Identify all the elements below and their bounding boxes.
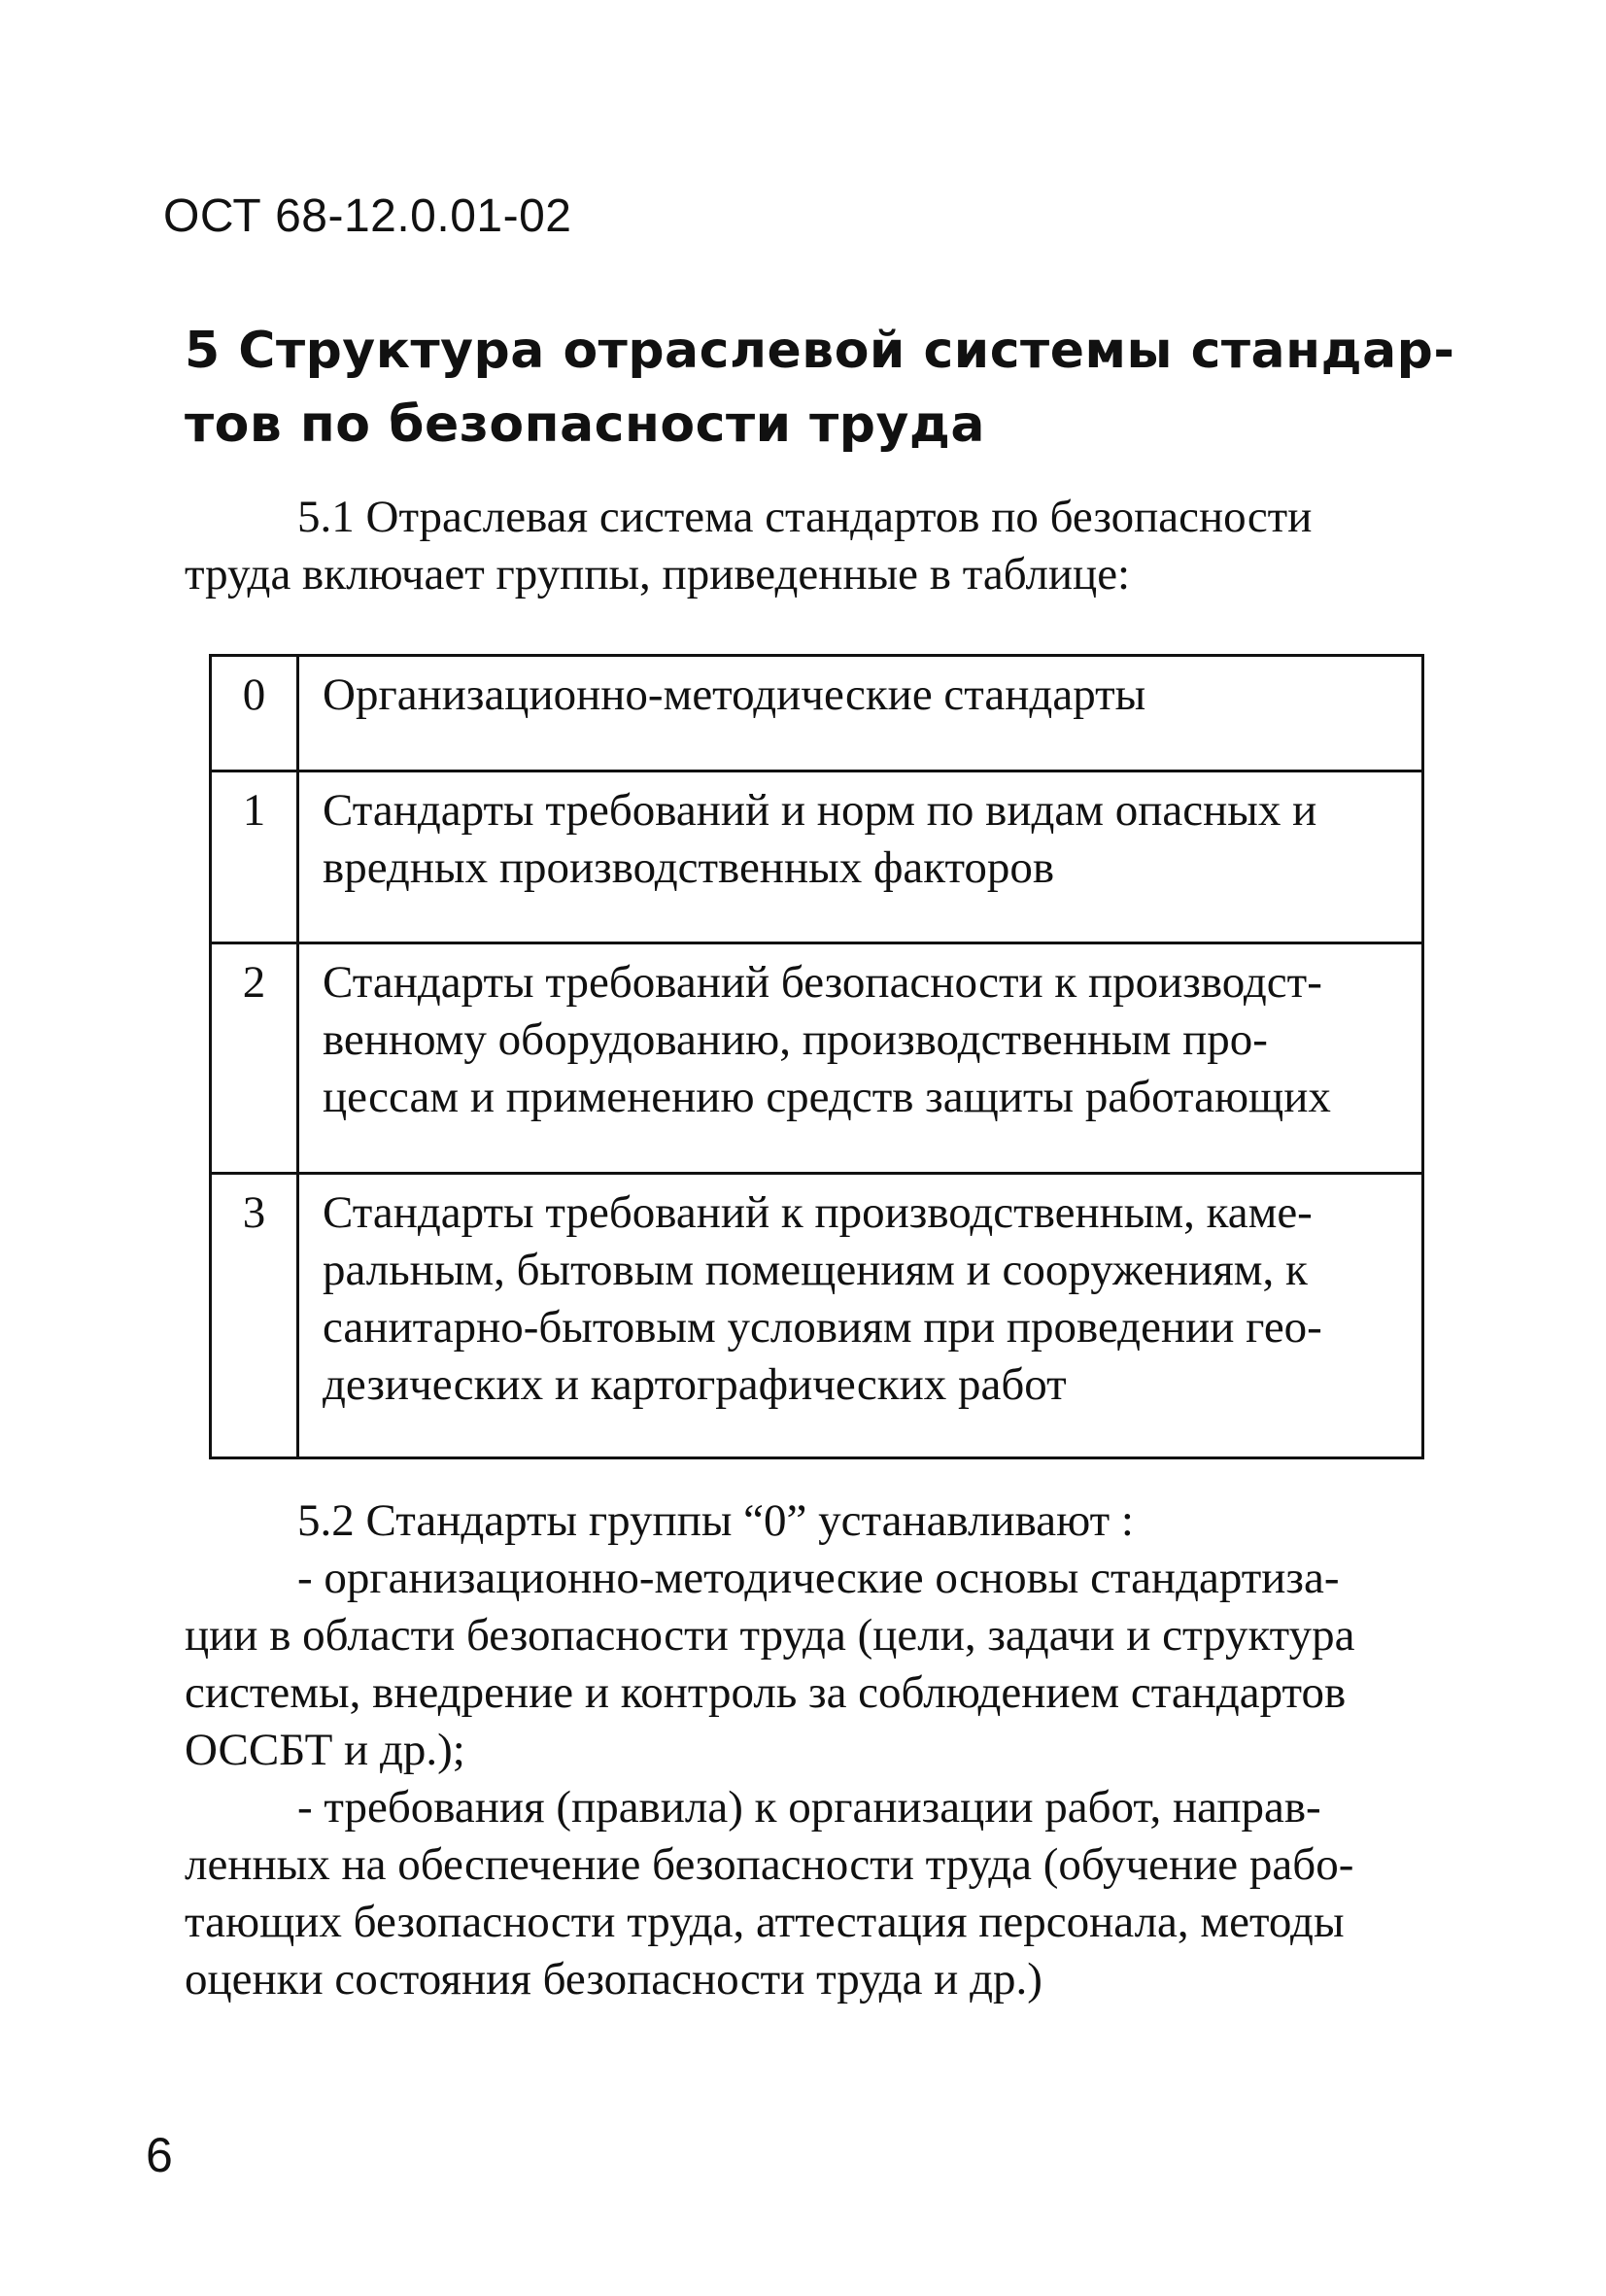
group-description <box>298 771 1423 943</box>
group-description-line: Стандарты требований к производственным, каме- <box>323 1187 1313 1238</box>
list-item-line: ленных на обеспечение безопасности труда (обучение рабо- <box>185 1839 1354 1890</box>
paragraph-line: 5.2 Стандарты группы “0” устанавливают : <box>297 1495 1134 1546</box>
page-number: 6 <box>146 2128 173 2182</box>
paragraph-line: труда включает группы, приведенные в таблице: <box>185 549 1131 600</box>
document-code: ОСТ 68-12.0.01-02 <box>163 190 572 242</box>
list-item-line: оценки состояния безопасности труда и др.) <box>185 1954 1042 2005</box>
group-number: 0 <box>211 656 298 771</box>
group-description-line: ральным, бытовым помещениям и сооружениям, к <box>323 1245 1308 1295</box>
group-description-line: Организационно-методические стандарты <box>323 669 1146 720</box>
table-row <box>211 656 1423 771</box>
paragraph-line: 5.1 Отраслевая система стандартов по безопасности <box>297 492 1313 542</box>
section-heading-line: 5 Структура отраслевой системы стандар- <box>185 322 1455 380</box>
group-description <box>298 656 1423 771</box>
group-number: 3 <box>211 1174 298 1458</box>
section-heading <box>185 314 1455 462</box>
group-number: 1 <box>211 771 298 943</box>
table-row <box>211 771 1423 943</box>
group-description-line: цессам и применению средств защиты работающих <box>323 1072 1331 1122</box>
group-description <box>298 1174 1423 1458</box>
group-description-line: венному оборудованию, производственным про- <box>323 1014 1268 1065</box>
standards-groups-table <box>209 654 1424 1459</box>
list-item-line: ции в области безопасности труда (цели, задачи и структура <box>185 1610 1355 1661</box>
list-item-line: системы, внедрение и контроль за соблюдением стандартов <box>185 1667 1347 1718</box>
group-description-line: дезических и картографических работ <box>323 1359 1067 1410</box>
group-description-line: Стандарты требований и норм по видам опасных и <box>323 785 1317 836</box>
group-description-line: санитарно-бытовым условиям при проведении гео- <box>323 1302 1322 1353</box>
paragraph-5-1 <box>185 489 1457 603</box>
table-row <box>211 1174 1423 1458</box>
group-description <box>298 943 1423 1174</box>
group-description-line: вредных производственных факторов <box>323 842 1055 893</box>
paragraph-5-2 <box>185 1492 1457 2008</box>
table-row <box>211 943 1423 1174</box>
section-heading-line: тов по безопасности труда <box>185 395 985 454</box>
list-item-line: тающих безопасности труда, аттестация персонала, методы <box>185 1897 1345 1947</box>
list-item-line: - организационно-методические основы стандартиза- <box>297 1553 1340 1603</box>
list-item-line: - требования (правила) к организации работ, направ- <box>297 1782 1321 1833</box>
list-item-line: ОССБТ и др.); <box>185 1725 465 1775</box>
group-description-line: Стандарты требований безопасности к производст- <box>323 957 1322 1008</box>
group-number: 2 <box>211 943 298 1174</box>
